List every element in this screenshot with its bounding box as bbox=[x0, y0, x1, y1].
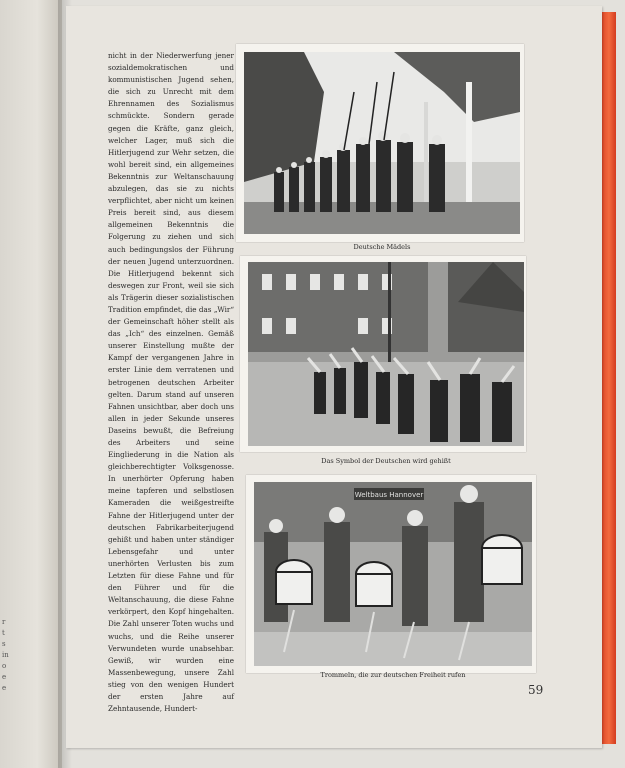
left-page-fragment: e bbox=[2, 673, 7, 681]
photo-marching-girls bbox=[244, 52, 520, 234]
photo-caption-3: Trommeln, die zur deutschen Freiheit rufen bbox=[320, 671, 466, 679]
photo-flag-salute bbox=[248, 262, 524, 446]
photo-caption-1: Deutsche Mädels bbox=[353, 243, 411, 251]
left-page-fragment: t bbox=[2, 629, 5, 637]
left-page-fragment: o bbox=[2, 662, 7, 670]
left-page-fragment: r bbox=[2, 618, 6, 626]
body-text: nicht in der Niederwerfung jener sozialdemokratischen und kommunistischen Jugend sehen, die sich zu Unrecht mit dem Ehrennamen des Sozialismus schmückte. Sondern gerade gegen die Kräfte, ganz gleich, welcher Lager, muß sich die Hitlerjugend zur Wehr setzen, die wohl bereit sind, ein allgemeines Bekenntnis zur Weltanschauung abzulegen, das sie zu nichts verpflichtet, aber nicht um keinen Preis bereit sind, aus diesem allgemeinen Bekenntnis die Folgerung zu ziehen und sich auch bedingungslos der Führung der neuen Jugend unterzuordnen. Die Hitlerjugend bekennt sich deswegen zur Front, weil sie sich als Trägerin dieser sozialistischen Tradition empfindet, die das „Wir“ der Gemeinschaft höher stellt als das „Ich“ des einzelnen. Gemäß unserer Einstellung mußte der Kampf der vergangenen Jahre in erster Linie dem verratenen und betrogenen deutschen Arbeiter gelten. Darum stand auf unseren Fahnen unsichtbar, aber doch uns allen in jeder Sekunde unseres Daseins bewußt, die Befreiung des Arbeiters und seine Eingliederung in die Nation als gleichberechtigter Volksgenosse. In unerhörter Opferung haben meine tapferen und selbstlosen Kameraden die weißgestreifte Fahne der Hitlerjugend unter der deutschen Fabrikarbeiterjugend gehißt und haben unter ständiger Lebensgefahr und unter unerhörten Verlusten bis zum Letzten für diese Fahne und für den Führer und für die Weltanschauung, die diese Fahne verkörpert, den Kopf hingehalten. Die Zahl unserer Toten wuchs und wuchs, und die Reihe unserer Verwundeten wurde unabsehbar. Gewiß, wir wurden eine Massenbewegung, unsere Zahl stieg von den wenigen Hundert der ersten Jahre auf Zehntausende, Hundert- bbox=[108, 51, 234, 714]
body-text-column bbox=[108, 50, 234, 715]
left-page-fragment: in bbox=[2, 651, 9, 659]
left-page-fragment: s bbox=[2, 640, 6, 648]
left-page-fragment: e bbox=[2, 684, 7, 692]
page-number: 59 bbox=[528, 683, 544, 697]
left-page bbox=[0, 0, 62, 768]
photo-caption-2: Das Symbol der Deutschen wird gehißt bbox=[321, 457, 451, 465]
book-cover-edge bbox=[602, 12, 616, 744]
photo-drummers bbox=[254, 482, 532, 666]
photo-sign-text: Weltbaus Hannover bbox=[354, 491, 424, 499]
